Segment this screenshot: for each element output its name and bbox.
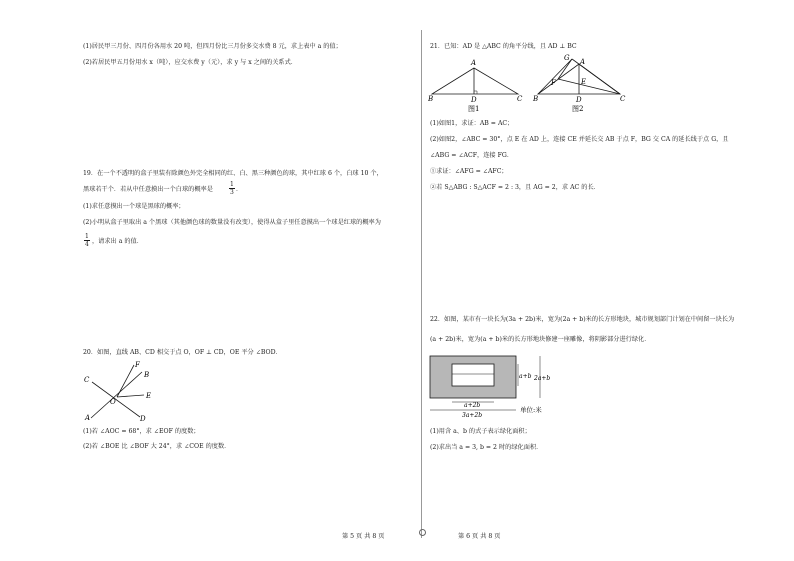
- q21-part1: (1)如图1，求证：AB = AC；: [430, 120, 514, 127]
- dim-outer-height: 2a+b: [534, 375, 551, 382]
- triangle-abc: [432, 68, 518, 94]
- dim-inner-height: a+b: [519, 373, 532, 380]
- fig1-label-c: C: [517, 95, 523, 103]
- fig1-label-a: A: [471, 59, 477, 67]
- q20-part1: (1)若 ∠AOC = 68°，求 ∠EOF 的度数；: [83, 428, 200, 435]
- fig2-label-b: B: [533, 95, 539, 103]
- unit-label: 单位:米: [520, 406, 542, 414]
- label-e: E: [146, 392, 152, 400]
- fig1-label-b: B: [428, 95, 434, 103]
- q19-stem-line2: 黑球若干个．若从中任意摸出一个白球的概率是: [83, 186, 213, 193]
- fig2-label-a: A: [580, 58, 586, 66]
- fig2-caption: 图2: [572, 105, 584, 112]
- q19-stem-line1: 19．在一个不透明的盒子里装有除颜色外完全相同的红、白、黑三种颜色的球，其中红球 6 个，白球 10 个，: [83, 170, 383, 177]
- fig2-label-f: F: [551, 79, 556, 87]
- fig2-label-g: G: [564, 54, 570, 62]
- q22-part1: (1)用含 a、b 的式子表示绿化面积；: [430, 428, 531, 435]
- dim-inner-width: a+2b: [464, 402, 481, 409]
- q21-part2-line1: (2)如图2，∠ABC = 30°，点 E 在 AD 上，连接 CE 并延长交 AB 于点 F，BG 交 CA 的延长线于点 G，且: [430, 136, 729, 143]
- q19-stem-end: ．: [236, 186, 243, 193]
- ray-oe: [117, 395, 144, 397]
- q20-part2: (2)若 ∠BOE 比 ∠BOF 大 24°，求 ∠COE 的度数．: [83, 443, 231, 450]
- column-divider: [421, 30, 422, 538]
- q22-stem-line2: (a + 2b)米，宽为(a + b)米的长方形地块修建一座雕像，将阴影部分进行绿化．: [430, 336, 651, 343]
- label-c: C: [84, 376, 90, 384]
- q22-figure-rectangle: [428, 354, 558, 420]
- q19-fraction-one-quarter: [84, 233, 90, 248]
- q19-part1: (1)求任意摸出一个球是黑球的概率；: [83, 203, 185, 210]
- q20-figure-intersecting-lines: [82, 360, 162, 422]
- inner-statue-area: [452, 364, 494, 386]
- q21-part2-sub1: ①求证：∠AFG = ∠AFC；: [430, 168, 508, 175]
- dim-outer-width: 3a+2b: [462, 412, 483, 419]
- label-b: B: [144, 371, 150, 379]
- fig2-label-c: C: [620, 95, 626, 103]
- fraction-numerator: 1: [85, 233, 89, 240]
- q21-figure-1: [428, 54, 524, 112]
- q19-part2: (2)小明从盒子里取出 a 个黑球（其他颜色球的数量没有改变），使得从盒子里任意摸出一个球是红球的概率为: [83, 219, 381, 226]
- segment-cf: [558, 79, 620, 94]
- q21-stem: 21．已知：AD 是 △ABC 的角平分线，且 AD ⊥ BC: [430, 43, 577, 50]
- q22-stem-line1: 22．如图，某市有一块长为(3a + 2b)米，宽为(2a + b)米的长方形地块，城市规划部门计划在中间留一块长为: [430, 316, 735, 323]
- fraction-denominator: 4: [85, 241, 89, 248]
- q19-fraction-one-third: [229, 181, 235, 196]
- fig2-label-e: E: [581, 78, 587, 86]
- footer-page-right: 第 6 页 共 8 页: [458, 533, 501, 540]
- fig1-caption: 图1: [468, 105, 480, 112]
- center-circle-icon: [419, 529, 426, 536]
- label-o: O: [110, 398, 116, 406]
- label-a: A: [85, 414, 91, 422]
- q22-part2: (2)求出当 a = 3, b = 2 时的绿化面积．: [430, 444, 543, 451]
- right-angle-mark: [474, 91, 477, 94]
- fig1-label-d: D: [471, 96, 477, 104]
- fig2-label-d: D: [576, 96, 582, 104]
- segment-bg: [538, 59, 572, 94]
- line-ab: [91, 372, 142, 418]
- footer-page-left: 第 5 页 共 8 页: [342, 533, 385, 540]
- fraction-denominator: 3: [230, 189, 234, 196]
- q18-part1: (1)居民甲三月份、四月份各用水 20 吨，但四月份比三月份多交水费 8 元，求上表中 a 的值；: [83, 43, 342, 50]
- line-cd: [92, 382, 140, 417]
- q21-figure-2: [532, 52, 628, 112]
- q20-stem: 20．如图，直线 AB、CD 相交于点 O，OF ⊥ CD，OE 平分 ∠BOD．: [83, 349, 282, 356]
- q19-part2-end: ，请求出 a 的值．: [92, 238, 143, 245]
- label-d: D: [140, 415, 146, 422]
- segment-fg: [558, 59, 572, 79]
- q18-part2: (2)若居民甲五月份用水 x（吨），应交水费 y（元），求 y 与 x 之间的关系式．: [83, 59, 297, 66]
- label-f: F: [135, 361, 140, 369]
- q21-part2-line2: ∠ABG = ∠ACF，连接 FG．: [430, 152, 514, 159]
- q21-part2-sub2: ②若 S△ABG : S△ACF = 2 : 3，且 AG = 2，求 AC 的长．: [430, 184, 600, 191]
- fraction-numerator: 1: [230, 181, 234, 188]
